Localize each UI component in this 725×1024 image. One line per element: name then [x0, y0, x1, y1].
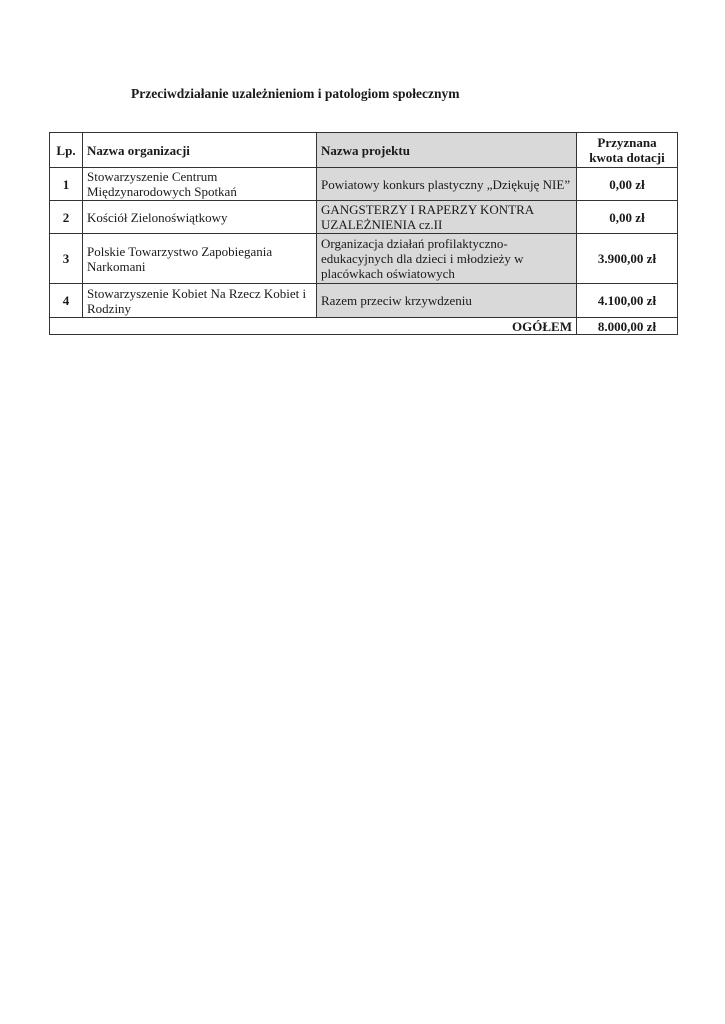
row-amount: 0,00 zł: [577, 168, 678, 201]
row-lp: 3: [50, 234, 83, 284]
row-lp: 2: [50, 201, 83, 234]
row-amount: 3.900,00 zł: [577, 234, 678, 284]
header-lp: Lp.: [50, 133, 83, 168]
row-project: Powiatowy konkurs plastyczny „Dziękuję NIE”: [317, 168, 577, 201]
total-amount: 8.000,00 zł: [577, 318, 678, 335]
header-amount: [577, 133, 678, 168]
row-amount: 4.100,00 zł: [577, 284, 678, 318]
row-organization: Stowarzyszenie Kobiet Na Rzecz Kobiet i Rodziny: [83, 284, 317, 318]
grants-table: [49, 132, 678, 335]
header-project: Nazwa projektu: [317, 133, 577, 168]
row-lp: 4: [50, 284, 83, 318]
total-row: [50, 318, 678, 335]
row-project: GANGSTERZY I RAPERZY KONTRA UZALEŻNIENIA cz.II: [317, 201, 577, 234]
table-row: [50, 168, 678, 201]
table-row: [50, 284, 678, 318]
row-lp: 1: [50, 168, 83, 201]
row-organization: Kościół Zielonoświątkowy: [83, 201, 317, 234]
header-amount-line1: Przyznana: [597, 135, 657, 150]
row-project: Razem przeciw krzywdzeniu: [317, 284, 577, 318]
row-organization: Polskie Towarzystwo Zapobiegania Narkomani: [83, 234, 317, 284]
row-project: Organizacja działań profilaktyczno-edukacyjnych dla dzieci i młodzieży w placówkach oświatowych: [317, 234, 577, 284]
table-header-row: [50, 133, 678, 168]
header-organization: Nazwa organizacji: [83, 133, 317, 168]
table-row: [50, 234, 678, 284]
total-label: OGÓŁEM: [50, 318, 577, 335]
row-amount: 0,00 zł: [577, 201, 678, 234]
header-amount-line2: kwota dotacji: [589, 150, 665, 165]
row-organization: Stowarzyszenie Centrum Międzynarodowych Spotkań: [83, 168, 317, 201]
table-row: [50, 201, 678, 234]
page-title: Przeciwdziałanie uzależnieniom i patologiom społecznym: [131, 86, 460, 101]
